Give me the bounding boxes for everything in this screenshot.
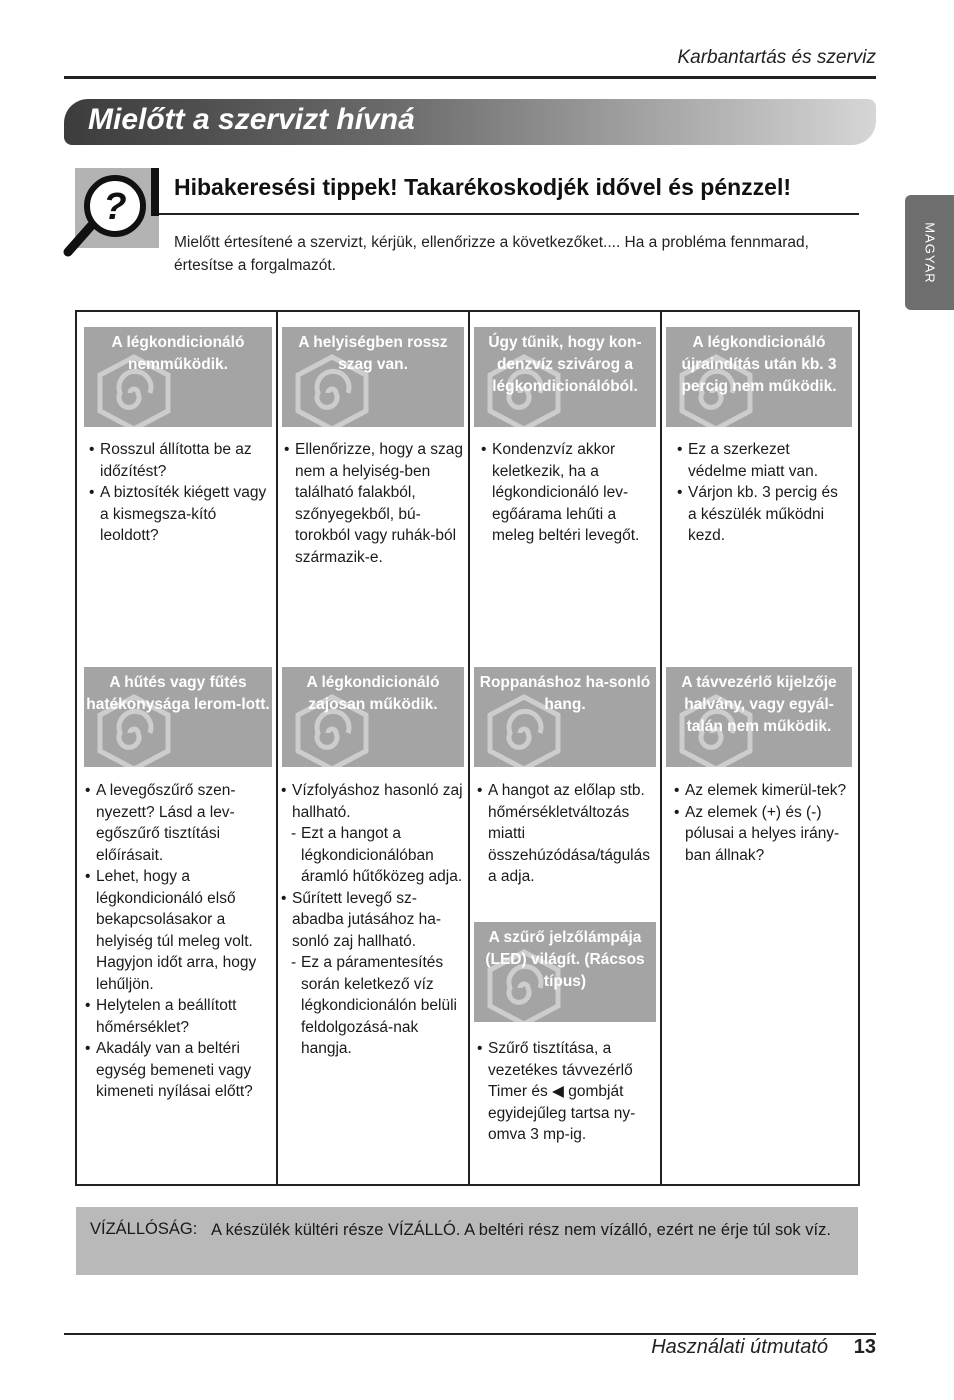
problem-title: A légkondicionáló zajosan működik. [306,674,440,713]
list-item: • Rosszul állította be az időzítést? [89,439,269,482]
solution-list [284,439,464,568]
problem-header [666,327,852,427]
footer-manual-title: Használati útmutató [651,1336,828,1358]
footer-rule [64,1333,876,1335]
problem-title: A légkondicionáló újraindítás után kb. 3 percig nem működik. [681,334,837,395]
section-header: Karbantartás és szerviz [677,47,876,68]
grid-divider [468,312,470,1184]
tips-rule [159,213,859,215]
title-bar [64,99,876,145]
list-item: • Sűrített levegő sz-abadba jutásához ha-sonló zaj hallható. [281,888,465,953]
list-item: • A biztosíték kiégett vagy a kismegsza-kító leoldott? [89,482,269,547]
problem-title: A távvezérlő kijelzője halvány, vagy egyál-talán nem működik. [681,674,837,735]
page-number: 13 [853,1336,876,1358]
problem-header [282,667,464,767]
problem-header [84,327,272,427]
solution-list [281,780,465,1060]
list-item: • Ez a szerkezet védelme miatt van. [677,439,847,482]
list-item: • Helytelen a beállított hőmérséklet? [85,995,271,1038]
magnifier-question-icon [63,168,159,258]
solution-list [477,1038,657,1146]
list-item: • Akadály van a beltéri egység bemeneti vagy kimeneti nyílásai előtt? [85,1038,271,1103]
problem-header [666,667,852,767]
grid-divider [660,312,662,1184]
list-item: - Ezt a hangot a légkondicionálóban áramló hűtőközeg adja. [281,823,465,888]
solution-list [677,439,847,547]
list-item: • Ellenőrizze, hogy a szag nem a helyiség-ben található falakból, szőnyegekből, bú-torokból vagy ruhák-ból származik-e. [284,439,464,568]
grid-divider [276,312,278,1184]
problem-header [474,667,656,767]
problem-title: Úgy tűnik, hogy kon-denzvíz szivárog a légkondicionálóból. [488,334,642,395]
header-rule [64,76,876,79]
note-label: VÍZÁLLÓSÁG: [90,1220,198,1238]
troubleshooting-grid [75,310,860,1186]
problem-title: A hűtés vagy fűtés hatékonysága lerom-lott. [86,674,270,713]
problem-header [282,327,464,427]
problem-header [84,667,272,767]
solution-list [674,780,852,866]
svg-text:?: ? [103,186,127,228]
problem-title: A légkondicionáló nemműködik. [111,334,245,373]
solution-list [481,439,657,547]
list-item: • Lehet, hogy a légkondicionáló első bekapcsolásakor a helyiség túl meleg volt. Hagyjon időt arra, hogy lehűljön. [85,866,271,995]
list-item: • Szűrő tisztítása, a vezetékes távvezérlő Timer és ◀ gombját egyidejűleg tartsa ny-omva 3 mp-ig. [477,1038,657,1146]
solution-list [477,780,657,888]
problem-title: A szűrő jelzőlámpája (LED) világít. (Rácsos típus) [485,929,645,990]
waterproof-note [76,1207,858,1275]
list-item: • Vízfolyáshoz hasonló zaj hallható. [281,780,465,823]
language-tab-label: MAGYAR [922,221,937,284]
page-title: Mielőtt a szervizt hívná [88,103,415,136]
solution-list [89,439,269,547]
note-text: A készülék kültéri része VÍZÁLLÓ. A beltéri rész nem vízálló, ezért ne érje túl sok víz. [211,1221,831,1239]
problem-title: Roppanáshoz ha-sonló hang. [479,674,651,713]
list-item: • Az elemek (+) és (-) pólusai a helyes irány-ban állnak? [674,802,852,867]
list-item: • A levegőszűrő szen-nyezett? Lásd a lev-egőszűrő tisztítási előírásait. [85,780,271,866]
list-item: • Kondenzvíz akkor keletkezik, ha a légkondicionáló lev-egőárama lehűti a meleg beltéri levegőt. [481,439,657,547]
list-item: • A hangot az előlap stb. hőmérsékletváltozás miatti összehúzódása/tágulás a adja. [477,780,657,888]
problem-title: A helyiségben rossz szag van. [298,334,448,373]
solution-list [85,780,271,1103]
list-item: • Az elemek kimerül-tek? [674,780,852,802]
language-tab [905,195,954,310]
list-item: • Várjon kb. 3 percig és a készülék működni kezd. [677,482,847,547]
intro-text: Mielőtt értesítené a szervizt, kérjük, ellenőrizze a következőket.... Ha a probléma fennmarad, értesítse a forgalmazót. [174,234,809,274]
problem-header [474,922,656,1022]
tips-heading: Hibakeresési tippek! Takarékoskodjék idővel és pénzzel! [174,174,792,200]
list-item: - Ez a páramentesítés során keletkező víz légkondicionálón belüli feldolgozásá-nak hangja. [281,952,465,1060]
problem-header [474,327,656,427]
